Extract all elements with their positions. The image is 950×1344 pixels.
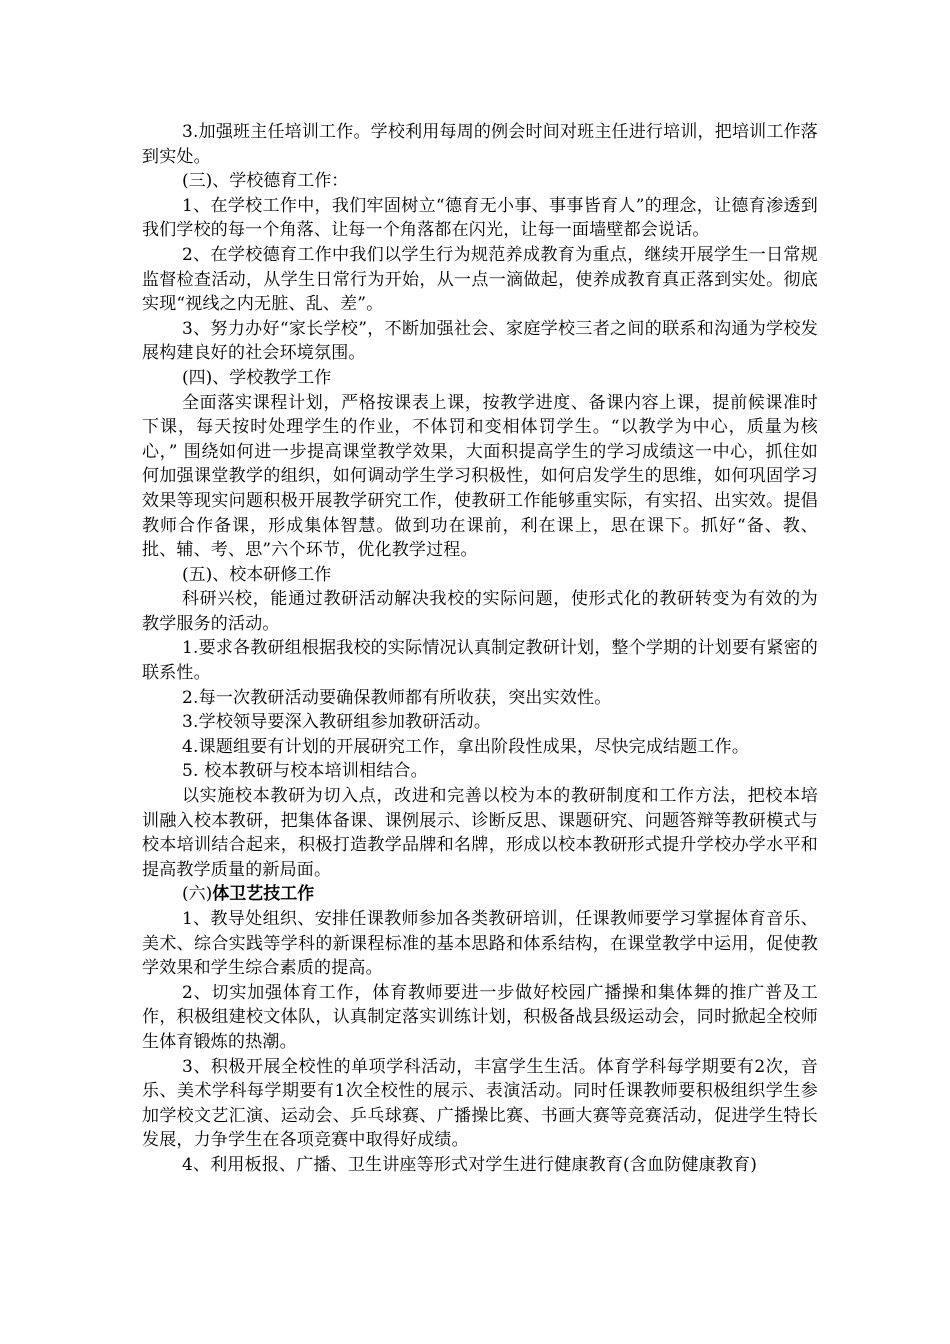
paragraph-research-summary: 以实施校本教研为切入点，改进和完善以校为本的教研制度和工作方法，把校本培训融入校本教研，把集体备课、课例展示、诊断反思、课题研究、问题答辩等教研模式与校本培训结合起来，积极打造教学品牌和名牌，形成以校本教研形式提升学校办学水平和提高教学质量的新局面。 [142,786,818,880]
section-heading-prefix: (六) [182,884,213,905]
paragraph-sports-3: 3、积极开展全校性的单项学科活动，丰富学生生活。体育学科每学期要有2次，音乐、美术学科每学期要有1次全校性的展示、表演活动。同时任课教师要积极组织学生参加学校文艺汇演、运动会、乒乓球赛、广播操比赛、书画大赛等竞赛活动，促进学生特长发展，力争学生在各项竞赛中取得好成绩。 [142,1056,818,1151]
paragraph-class-teacher-training: 3.加强班主任培训工作。学校利用每周的例会时间对班主任进行培训，把培训工作落到实处。 [142,122,818,167]
paragraph-sports-4: 4、利用板报、广播、卫生讲座等形式对学生进行健康教育(含血防健康教育) [182,1154,758,1175]
paragraph-research-5: 5. 校本教研与校本培训相结合。 [182,761,428,782]
section-heading-sports-arts [142,882,818,907]
paragraph-moral-3: 3、努力办好“家长学校”，不断加强社会、家庭学校三者之间的联系和沟通为学校发展构建良好的社会环境氛围。 [142,318,818,364]
paragraph-research-1: 1.要求各教研组根据我校的实际情况认真制定教研计划，整个学期的计划要有紧密的联系性。 [142,638,818,684]
document-page [142,120,818,1178]
section-heading-moral-education: (三)、学校德育工作： [182,171,349,192]
section-heading-teaching: (四)、学校教学工作 [182,367,332,388]
paragraph-moral-1: 1、在学校工作中，我们牢固树立“德育无小事、事事皆育人”的理念，让德育渗透到我们学校的每一个角落、让每一个角落都在闪光，让每一面墙壁都会说话。 [142,195,818,241]
section-heading-school-research: (五)、校本研修工作 [182,564,332,585]
paragraph-research-4: 4.课题组要有计划的开展研究工作，拿出阶段性成果，尽快完成结题工作。 [182,736,750,757]
paragraph-sports-2: 2、切实加强体育工作，体育教师要进一步做好校园广播操和集体舞的推广普及工作，积极组建校文体队，认真制定落实训练计划，积极备战县级运动会，同时掀起全校师生体育锻炼的热潮。 [142,982,818,1052]
paragraph-research-intro: 科研兴校，能通过教研活动解决我校的实际问题，使形式化的教研转变为有效的为教学服务的活动。 [142,589,818,634]
paragraph-moral-2: 2、在学校德育工作中我们以学生行为规范养成教育为重点，继续开展学生一日常规监督检查活动，从学生日常行为开始，从一点一滴做起，使养成教育真正落到实处。彻底实现“视线之内无脏、乱、差”。 [142,244,818,315]
section-heading-title: 体卫艺技工作 [212,884,315,905]
paragraph-sports-1: 1、教导处组织、安排任课教师参加各类教研培训，任课教师要学习掌握体育音乐、美术、综合实践等学科的新课程标准的基本思路和体系结构，在课堂教学中运用，促使教学效果和学生综合素质的提高。 [142,909,818,979]
paragraph-teaching: 全面落实课程计划，严格按课表上课，按教学进度、备课内容上课，提前候课准时下课，每天按时处理学生的作业，不体罚和变相体罚学生。“以教学为中心，质量为核心，” 围绕如何进一步提高课堂教学效果，大面积提高学生的学习成绩这一中心，抓住如何加强课堂教学的组织，如何调动学生学习积极性，如何启发学生的思维，如何巩固学习效果等现实问题积极开展教学研究工作，使教研工作能够重实际，有实招、出实效。提倡教师合作备课，形成集体智慧。做到功在课前，利在课上，思在课下。抓好“备、教、批、辅、考、思”六个环节，优化教学过程。 [142,392,818,561]
paragraph-research-3: 3.学校领导要深入教研组参加教研活动。 [182,712,492,733]
paragraph-research-2: 2.每一次教研活动要确保教师都有所收获，突出实效性。 [182,687,612,708]
